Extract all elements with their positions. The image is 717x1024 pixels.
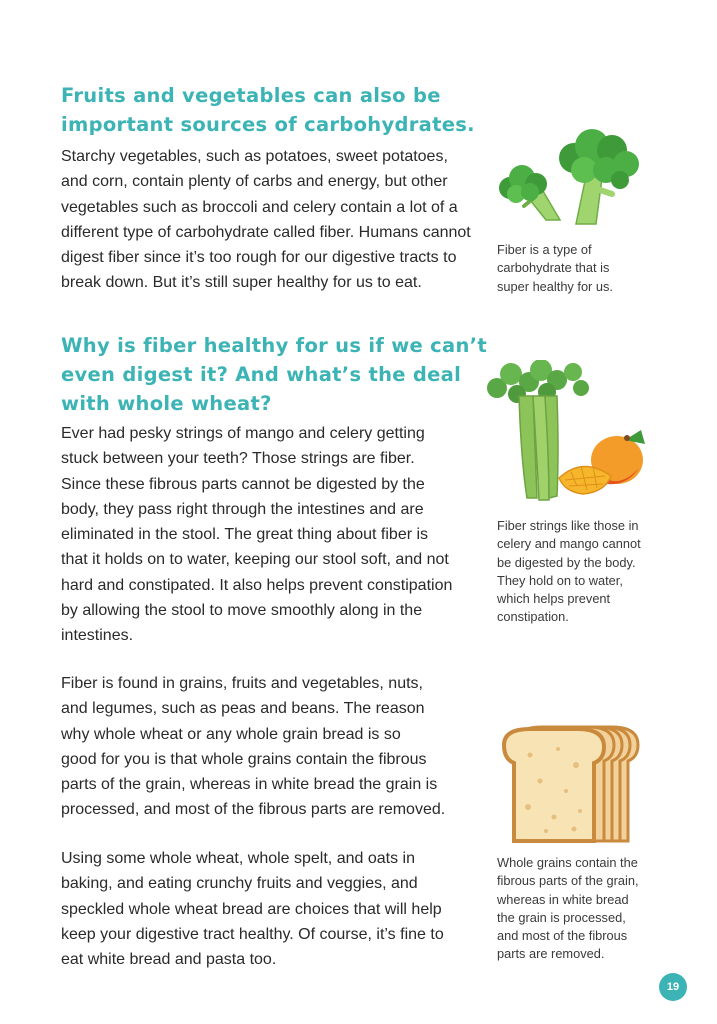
text-line: good for you is that whole grains contain the fibrous (61, 750, 427, 768)
text-line: parts of the grain, whereas in white bread the grain is (61, 776, 438, 794)
section-2-paragraph-2 (61, 671, 476, 823)
section-1-heading (61, 81, 475, 139)
heading-line: with whole wheat? (61, 392, 272, 415)
text-line: baking, and eating crunchy fruits and veggies, and (61, 875, 418, 893)
text-line: keep your digestive tract healthy. Of course, it’s fine to (61, 925, 444, 943)
text-line: why whole wheat or any whole grain bread is so (61, 725, 401, 743)
heading-line: Why is fiber healthy for us if we can’t (61, 334, 487, 357)
caption-line: fibrous parts of the grain, (497, 873, 639, 889)
text-line: body, they pass right through the intestines and are (61, 500, 424, 518)
caption-line: constipation. (497, 609, 569, 625)
text-line: stuck between your teeth? Those strings are fiber. (61, 450, 415, 468)
caption-line: whereas in white bread (497, 891, 629, 907)
text-line: eliminated in the stool. The great thing about fiber is (61, 526, 429, 544)
text-line: Starchy vegetables, such as potatoes, sweet potatoes, (61, 148, 448, 165)
section-2-heading (61, 331, 487, 418)
caption-line: Fiber strings like those in (497, 518, 639, 533)
text-line: eat white bread and pasta too. (61, 951, 277, 969)
broccoli-illustration (494, 128, 644, 228)
text-line: and legumes, such as peas and beans. The reason (61, 700, 425, 718)
text-line: Since these fibrous parts cannot be digested by the (61, 475, 425, 493)
text-line: Ever had pesky strings of mango and celery getting (61, 425, 425, 442)
text-line: break down. But it’s still super healthy for us to eat. (61, 274, 422, 292)
text-line: processed, and most of the fibrous parts are removed. (61, 801, 446, 819)
caption-line: parts are removed. (497, 946, 605, 962)
text-line: and corn, contain plenty of carbs and energy, but other (61, 173, 448, 191)
section-2-paragraph-1 (61, 421, 476, 649)
caption-line: super healthy for us. (497, 278, 613, 294)
text-line: by allowing the stool to move smoothly along in the (61, 602, 423, 620)
text-line: hard and constipated. It also helps prevent constipation (61, 576, 453, 594)
broccoli-caption (497, 241, 662, 296)
text-line: Using some whole wheat, whole spelt, and oats in (61, 850, 415, 867)
heading-line: Fruits and vegetables can also be (61, 84, 441, 107)
celery-and-mango-illustration (477, 360, 657, 506)
caption-line: carbohydrate that is (497, 260, 610, 276)
text-line: digest fiber since it’s too rough for our digestive tracts to (61, 249, 457, 267)
text-line: different type of carbohydrate called fiber. Humans cannot (61, 223, 471, 241)
caption-line: and most of the fibrous (497, 928, 628, 944)
bread-caption (497, 854, 662, 964)
page-number-badge: 19 (659, 973, 687, 1001)
caption-line: They hold on to water, (497, 572, 623, 588)
text-line: vegetables such as broccoli and celery contain a lot of a (61, 198, 458, 216)
text-line: that it holds on to water, keeping our stool soft, and not (61, 551, 449, 569)
caption-line: celery and mango cannot (497, 536, 641, 552)
celery-mango-caption (497, 517, 662, 627)
heading-line: important sources of carbohydrates. (61, 113, 475, 136)
caption-line: Fiber is a type of (497, 242, 592, 257)
caption-line: Whole grains contain the (497, 855, 638, 870)
bread-slices-illustration (500, 725, 650, 845)
heading-line: even digest it? And what’s the deal (61, 363, 462, 386)
text-line: intestines. (61, 627, 134, 645)
text-line: speckled whole wheat bread are choices that will help (61, 900, 442, 918)
text-line: Fiber is found in grains, fruits and vegetables, nuts, (61, 675, 423, 692)
caption-line: the grain is processed, (497, 909, 626, 925)
caption-line: be digested by the body. (497, 554, 636, 570)
caption-line: which helps prevent (497, 591, 611, 607)
section-1-paragraph (61, 144, 476, 296)
section-2-paragraph-3 (61, 846, 476, 972)
